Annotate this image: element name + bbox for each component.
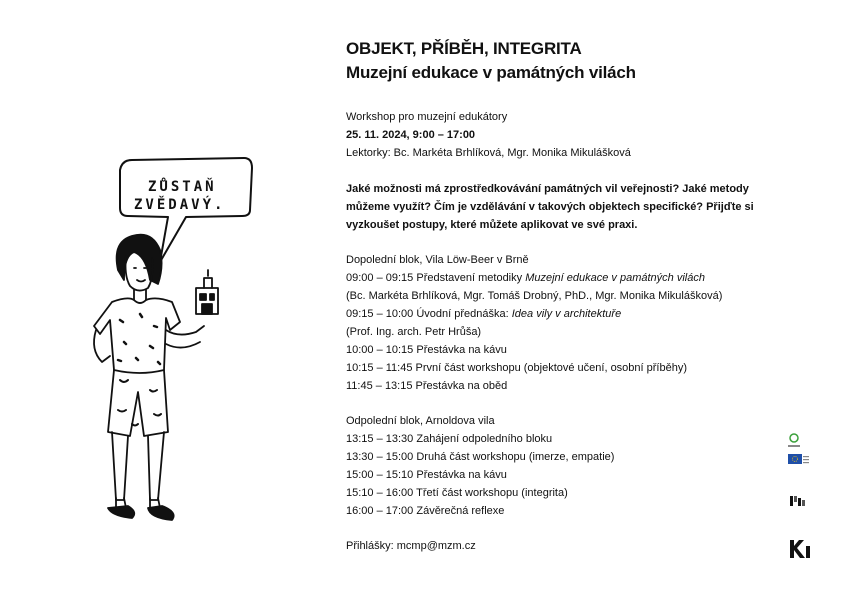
schedule-time: 13:30 – 15:00 bbox=[346, 451, 414, 463]
eu-flag-logo bbox=[788, 454, 809, 464]
schedule-text: Představení metodiky bbox=[413, 272, 526, 284]
schedule-row bbox=[346, 502, 786, 520]
schedule-text: Závěrečná reflexe bbox=[413, 505, 505, 517]
schedule-row bbox=[346, 269, 786, 287]
afternoon-block bbox=[346, 412, 786, 520]
speech-bubble-line2: ZVĚDAVÝ. bbox=[134, 197, 226, 213]
afternoon-heading: Odpolední blok, Arnoldova vila bbox=[346, 415, 495, 427]
morning-block bbox=[346, 251, 786, 395]
intro-line: Jaké možnosti má zprostředkovávání památných vil veřejnosti? Jaké metody bbox=[346, 183, 749, 195]
schedule-title: Idea vily v architektuře bbox=[511, 308, 622, 320]
schedule-row bbox=[346, 287, 786, 305]
schedule-text: Přestávka na kávu bbox=[413, 344, 507, 356]
registration-contact bbox=[346, 537, 786, 555]
schedule-text: Přestávka na kávu bbox=[413, 469, 507, 481]
speech-bubble-line1: ZŮSTAŇ bbox=[148, 179, 217, 195]
schedule-text: Přestávka na oběd bbox=[412, 380, 508, 392]
museum-logo bbox=[790, 540, 810, 558]
page-subtitle: Muzejní edukace v památných vilách bbox=[346, 63, 636, 82]
schedule-text: (Prof. Ing. arch. Petr Hrůša) bbox=[346, 326, 482, 338]
schedule-time: 09:15 – 10:00 bbox=[346, 308, 414, 320]
registration-email-link[interactable]: mcmp@mzm.cz bbox=[396, 540, 476, 552]
intro-line: vyzkoušet postupy, které můžete aplikovat ve své praxi. bbox=[346, 219, 638, 231]
schedule-row bbox=[346, 359, 786, 377]
schedule-time: 09:00 – 09:15 bbox=[346, 272, 414, 284]
schedule-text: První část workshopu (objektové učení, osobní příběhy) bbox=[412, 362, 688, 374]
schedule-row bbox=[346, 305, 786, 323]
schedule-time: 15:10 – 16:00 bbox=[346, 487, 414, 499]
schedule-row bbox=[346, 341, 786, 359]
schedule-text: (Bc. Markéta Brhlíková, Mgr. Tomáš Drobný, PhD., Mgr. Monika Mikulášková) bbox=[346, 290, 723, 302]
event-lecturers: Lektorky: Bc. Markéta Brhlíková, Mgr. Monika Mikulášková bbox=[346, 147, 631, 159]
schedule-time: 13:15 – 13:30 bbox=[346, 433, 414, 445]
schedule-row bbox=[346, 448, 786, 466]
schedule-title: Muzejní edukace v památných vilách bbox=[525, 272, 705, 284]
event-type: Workshop pro muzejní edukátory bbox=[346, 111, 508, 123]
schedule-time: 15:00 – 15:10 bbox=[346, 469, 414, 481]
schedule-time: 11:45 – 13:15 bbox=[346, 380, 413, 392]
intro-line: můžeme využít? Čím je vzdělávání v takových objektech specifické? Přijďte si bbox=[346, 201, 754, 213]
schedule-text: Úvodní přednáška: bbox=[413, 308, 512, 320]
event-date: 25. 11. 2024, 9:00 – 17:00 bbox=[346, 129, 476, 141]
morning-heading: Dopolední blok, Vila Löw-Beer v Brně bbox=[346, 254, 529, 266]
schedule-row bbox=[346, 323, 786, 341]
registration-label: Přihlášky: bbox=[346, 540, 397, 552]
schedule-row bbox=[346, 484, 786, 502]
sponsor-logos bbox=[784, 418, 814, 568]
schedule-row bbox=[346, 466, 786, 484]
schedule-text: Druhá část workshopu (imerze, empatie) bbox=[413, 451, 615, 463]
schedule-text: Třetí část workshopu (integrita) bbox=[413, 487, 568, 499]
woman-illustration bbox=[0, 0, 330, 595]
intro-paragraph bbox=[346, 180, 786, 234]
schedule-time: 10:00 – 10:15 bbox=[346, 344, 414, 356]
schedule-row bbox=[346, 377, 786, 395]
schedule-time: 16:00 – 17:00 bbox=[346, 505, 414, 517]
schedule-row bbox=[346, 430, 786, 448]
partner-logo bbox=[790, 496, 805, 506]
schedule-text: Zahájení odpoledního bloku bbox=[413, 433, 553, 445]
main-content bbox=[346, 38, 786, 555]
regional-logo bbox=[788, 434, 800, 447]
page-title: OBJEKT, PŘÍBĚH, INTEGRITA bbox=[346, 39, 582, 58]
schedule-time: 10:15 – 11:45 bbox=[346, 362, 413, 374]
